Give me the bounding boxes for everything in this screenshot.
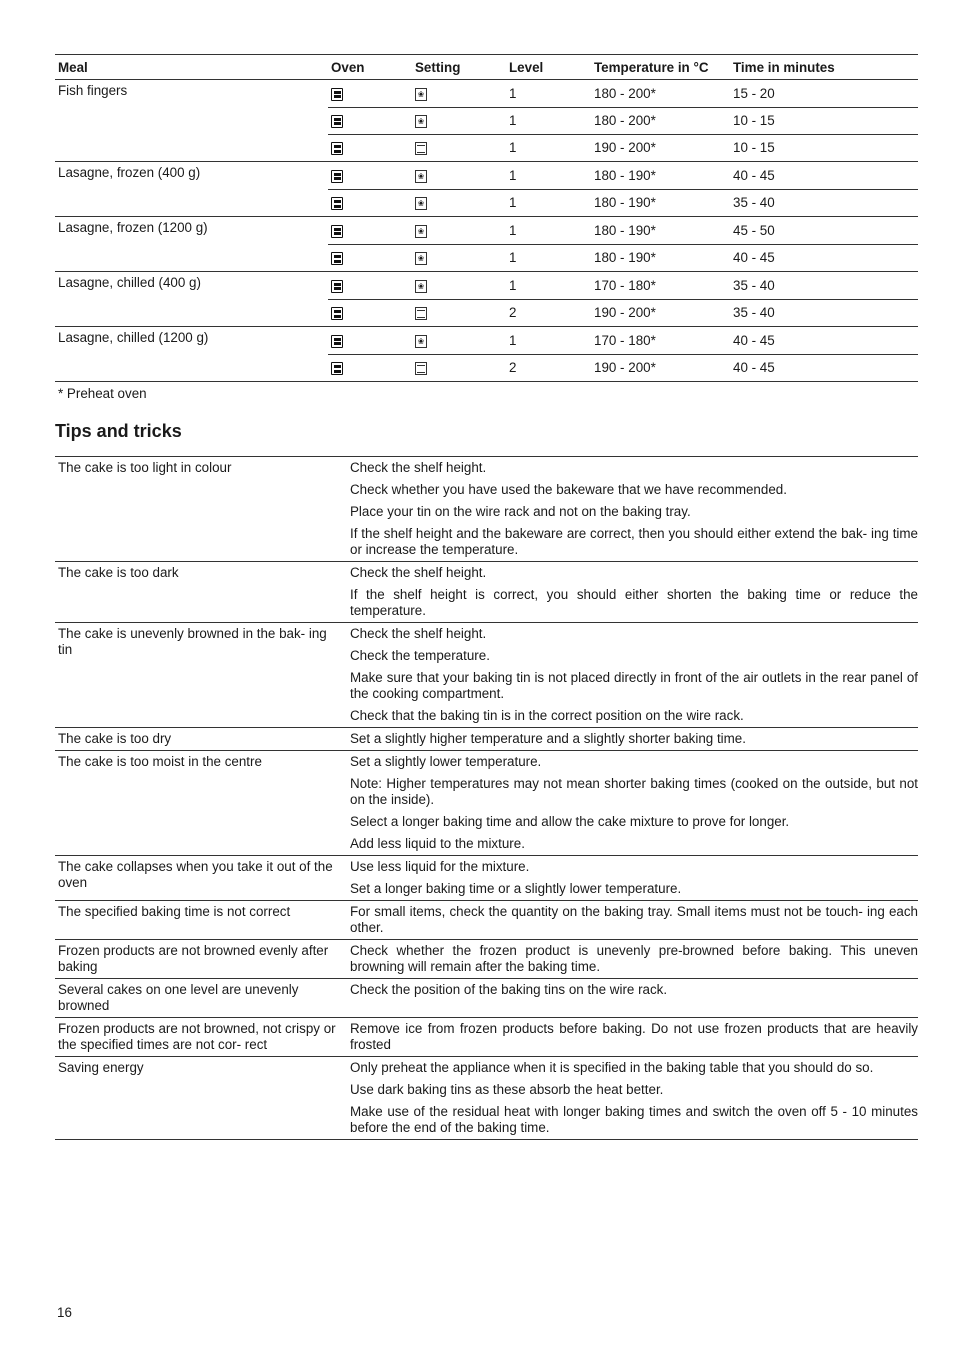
temperature-cell: 180 - 190* xyxy=(591,244,730,272)
time-cell: 40 - 45 xyxy=(730,244,918,272)
oven-cell xyxy=(328,217,412,245)
tip-problem: The cake is too light in colour xyxy=(55,457,347,562)
setting-cell xyxy=(412,134,506,162)
table-row xyxy=(55,134,918,162)
level-cell: 1 xyxy=(506,189,591,217)
oven-icon xyxy=(331,335,343,348)
meal-cell: Lasagne, chilled (1200 g) xyxy=(58,330,209,345)
tip-problem: The cake is too dark xyxy=(55,562,347,623)
tip-remedy: Make use of the residual heat with longer baking times and switch the oven off 5 - 10 minutes before the end of the baking time. xyxy=(350,1104,918,1135)
temperature-cell: 190 - 200* xyxy=(591,354,730,382)
temperature-cell: 170 - 180* xyxy=(591,327,730,355)
level-cell: 1 xyxy=(506,244,591,272)
tip-remedies xyxy=(347,940,918,979)
tip-remedy: Check the shelf height. xyxy=(350,626,487,641)
header-level: Level xyxy=(506,55,591,80)
tip-row xyxy=(55,979,918,1018)
tip-row xyxy=(55,728,918,751)
level-cell: 1 xyxy=(506,107,591,134)
tip-row xyxy=(55,901,918,940)
oven-cell xyxy=(328,189,412,217)
tips-table xyxy=(55,456,918,1140)
level-cell: 2 xyxy=(506,299,591,327)
tip-problem: Frozen products are not browned evenly after baking xyxy=(55,940,347,979)
meal-cell xyxy=(55,134,328,162)
tip-remedy: Set a slightly higher temperature and a slightly shorter baking time. xyxy=(350,731,746,746)
page-number: 16 xyxy=(57,1305,72,1320)
tip-remedy: Check that the baking tin is in the correct position on the wire rack. xyxy=(350,708,744,723)
tip-remedies xyxy=(347,562,918,623)
cooking-table-header xyxy=(55,55,918,80)
level-cell: 1 xyxy=(506,80,591,108)
page xyxy=(55,54,918,1140)
top-bottom-heat-icon xyxy=(415,307,427,320)
level-cell: 1 xyxy=(506,272,591,300)
table-row xyxy=(55,244,918,272)
temperature-cell: 180 - 190* xyxy=(591,162,730,190)
setting-cell xyxy=(412,354,506,382)
temperature-cell: 180 - 190* xyxy=(591,189,730,217)
tip-remedies xyxy=(347,856,918,901)
header-setting: Setting xyxy=(412,55,506,80)
tip-row xyxy=(55,856,918,901)
tip-row xyxy=(55,1057,918,1140)
time-cell: 45 - 50 xyxy=(730,217,918,245)
level-cell: 1 xyxy=(506,327,591,355)
top-bottom-heat-icon xyxy=(415,142,427,155)
time-cell: 15 - 20 xyxy=(730,80,918,108)
meal-cell: Lasagne, chilled (400 g) xyxy=(58,275,201,290)
oven-cell xyxy=(328,272,412,300)
table-row xyxy=(55,80,918,108)
time-cell: 40 - 45 xyxy=(730,162,918,190)
setting-cell xyxy=(412,162,506,190)
section-title: Tips and tricks xyxy=(55,421,182,441)
tip-remedy: Note: Higher temperatures may not mean shorter baking times (cooked on the outside, but not on the inside). xyxy=(350,776,918,807)
hot-air-icon xyxy=(415,252,427,265)
tip-remedy: Remove ice from frozen products before baking. Do not use frozen products that are heavily frosted xyxy=(350,1021,918,1052)
table-row xyxy=(55,107,918,134)
setting-cell xyxy=(412,272,506,300)
time-cell: 40 - 45 xyxy=(730,354,918,382)
meal-cell: Lasagne, frozen (1200 g) xyxy=(58,220,208,235)
tip-remedies xyxy=(347,901,918,940)
tip-remedy: If the shelf height and the bakeware are correct, then you should either extend the bak- ing time or increase the temperature. xyxy=(350,526,918,557)
hot-air-icon xyxy=(415,225,427,238)
hot-air-icon xyxy=(415,88,427,101)
oven-cell xyxy=(328,134,412,162)
time-cell: 40 - 45 xyxy=(730,327,918,355)
time-cell: 35 - 40 xyxy=(730,189,918,217)
table-row xyxy=(55,272,918,300)
temperature-cell: 190 - 200* xyxy=(591,134,730,162)
tip-remedy: For small items, check the quantity on the baking tray. Small items must not be touch- ing each other. xyxy=(350,904,918,935)
tip-problem: The cake is unevenly browned in the bak- ing tin xyxy=(55,623,347,728)
table-row xyxy=(55,299,918,327)
tip-problem: Saving energy xyxy=(55,1057,347,1140)
tip-problem: The specified baking time is not correct xyxy=(55,901,347,940)
oven-icon xyxy=(331,280,343,293)
tip-remedy: If the shelf height is correct, you should either shorten the baking time or reduce the temperature. xyxy=(350,587,918,618)
table-row xyxy=(55,189,918,217)
setting-cell xyxy=(412,217,506,245)
tip-problem: Several cakes on one level are unevenly browned xyxy=(55,979,347,1018)
tip-problem: The cake is too moist in the centre xyxy=(55,751,347,856)
oven-cell xyxy=(328,244,412,272)
tip-row xyxy=(55,457,918,562)
tip-remedies xyxy=(347,979,918,1018)
temperature-cell: 180 - 190* xyxy=(591,217,730,245)
temperature-cell: 190 - 200* xyxy=(591,299,730,327)
table-row xyxy=(55,162,918,190)
tip-remedy: Check whether the frozen product is unevenly pre-browned before baking. This uneven browning will remain after the baking time. xyxy=(350,943,918,974)
oven-icon xyxy=(331,252,343,265)
tip-remedy: Check the position of the baking tins on the wire rack. xyxy=(350,982,668,997)
temperature-cell: 180 - 200* xyxy=(591,80,730,108)
tip-remedy: Only preheat the appliance when it is specified in the baking table that you should do so. xyxy=(350,1060,874,1075)
tip-remedy: Set a longer baking time or a slightly lower temperature. xyxy=(350,881,682,896)
hot-air-icon xyxy=(415,170,427,183)
oven-cell xyxy=(328,327,412,355)
time-cell: 35 - 40 xyxy=(730,299,918,327)
oven-icon xyxy=(331,115,343,128)
temperature-cell: 170 - 180* xyxy=(591,272,730,300)
tip-remedies xyxy=(347,751,918,856)
level-cell: 2 xyxy=(506,354,591,382)
meal-cell: Lasagne, frozen (400 g) xyxy=(58,165,201,180)
oven-cell xyxy=(328,299,412,327)
tip-remedy: Check the temperature. xyxy=(350,648,490,663)
tip-row xyxy=(55,1018,918,1057)
tip-remedy: Use dark baking tins as these absorb the heat better. xyxy=(350,1082,664,1097)
top-bottom-heat-icon xyxy=(415,362,427,375)
oven-cell xyxy=(328,354,412,382)
hot-air-icon xyxy=(415,197,427,210)
setting-cell xyxy=(412,327,506,355)
tip-row xyxy=(55,751,918,856)
oven-icon xyxy=(331,307,343,320)
setting-cell xyxy=(412,80,506,108)
hot-air-icon xyxy=(415,115,427,128)
header-meal: Meal xyxy=(55,55,328,80)
setting-cell xyxy=(412,299,506,327)
tip-remedies xyxy=(347,457,918,562)
oven-icon xyxy=(331,88,343,101)
tip-remedies xyxy=(347,623,918,728)
header-time: Time in minutes xyxy=(730,55,918,80)
oven-cell xyxy=(328,107,412,134)
table-row xyxy=(55,354,918,382)
level-cell: 1 xyxy=(506,162,591,190)
tip-remedy: Place your tin on the wire rack and not on the baking tray. xyxy=(350,504,691,519)
tip-remedy: Check whether you have used the bakeware that we have recommended. xyxy=(350,482,787,497)
tip-problem: Frozen products are not browned, not crispy or the specified times are not cor- rect xyxy=(55,1018,347,1057)
meal-cell xyxy=(55,299,328,327)
setting-cell xyxy=(412,244,506,272)
time-cell: 10 - 15 xyxy=(730,107,918,134)
tip-remedy: Check the shelf height. xyxy=(350,460,487,475)
oven-icon xyxy=(331,170,343,183)
tip-row xyxy=(55,562,918,623)
tip-row xyxy=(55,623,918,728)
level-cell: 1 xyxy=(506,134,591,162)
tip-remedy: Check the shelf height. xyxy=(350,565,487,580)
tip-remedies xyxy=(347,728,918,751)
level-cell: 1 xyxy=(506,217,591,245)
cooking-table xyxy=(55,54,918,382)
hot-air-icon xyxy=(415,280,427,293)
tip-remedies xyxy=(347,1057,918,1140)
meal-cell xyxy=(55,189,328,217)
tip-remedies xyxy=(347,1018,918,1057)
oven-icon xyxy=(331,197,343,210)
tip-remedy: Set a slightly lower temperature. xyxy=(350,754,542,769)
oven-icon xyxy=(331,225,343,238)
time-cell: 35 - 40 xyxy=(730,272,918,300)
meal-cell xyxy=(55,244,328,272)
oven-cell xyxy=(328,80,412,108)
tip-remedy: Use less liquid for the mixture. xyxy=(350,859,530,874)
oven-icon xyxy=(331,362,343,375)
tip-remedy: Make sure that your baking tin is not placed directly in front of the air outlets in the rear panel of the cooking compartment. xyxy=(350,670,918,701)
meal-cell xyxy=(55,107,328,134)
table-row xyxy=(55,217,918,245)
setting-cell xyxy=(412,189,506,217)
hot-air-icon xyxy=(415,335,427,348)
meal-cell xyxy=(55,354,328,382)
tip-remedy: Add less liquid to the mixture. xyxy=(350,836,525,851)
oven-icon xyxy=(331,142,343,155)
temperature-cell: 180 - 200* xyxy=(591,107,730,134)
header-oven: Oven xyxy=(328,55,412,80)
tip-problem: The cake collapses when you take it out of the oven xyxy=(55,856,347,901)
time-cell: 10 - 15 xyxy=(730,134,918,162)
footnote: * Preheat oven xyxy=(58,386,147,401)
tip-problem: The cake is too dry xyxy=(55,728,347,751)
table-row xyxy=(55,327,918,355)
meal-cell: Fish fingers xyxy=(58,83,128,98)
header-temperature: Temperature in °C xyxy=(591,55,730,80)
oven-cell xyxy=(328,162,412,190)
tip-remedy: Select a longer baking time and allow the cake mixture to prove for longer. xyxy=(350,814,790,829)
tip-row xyxy=(55,940,918,979)
setting-cell xyxy=(412,107,506,134)
